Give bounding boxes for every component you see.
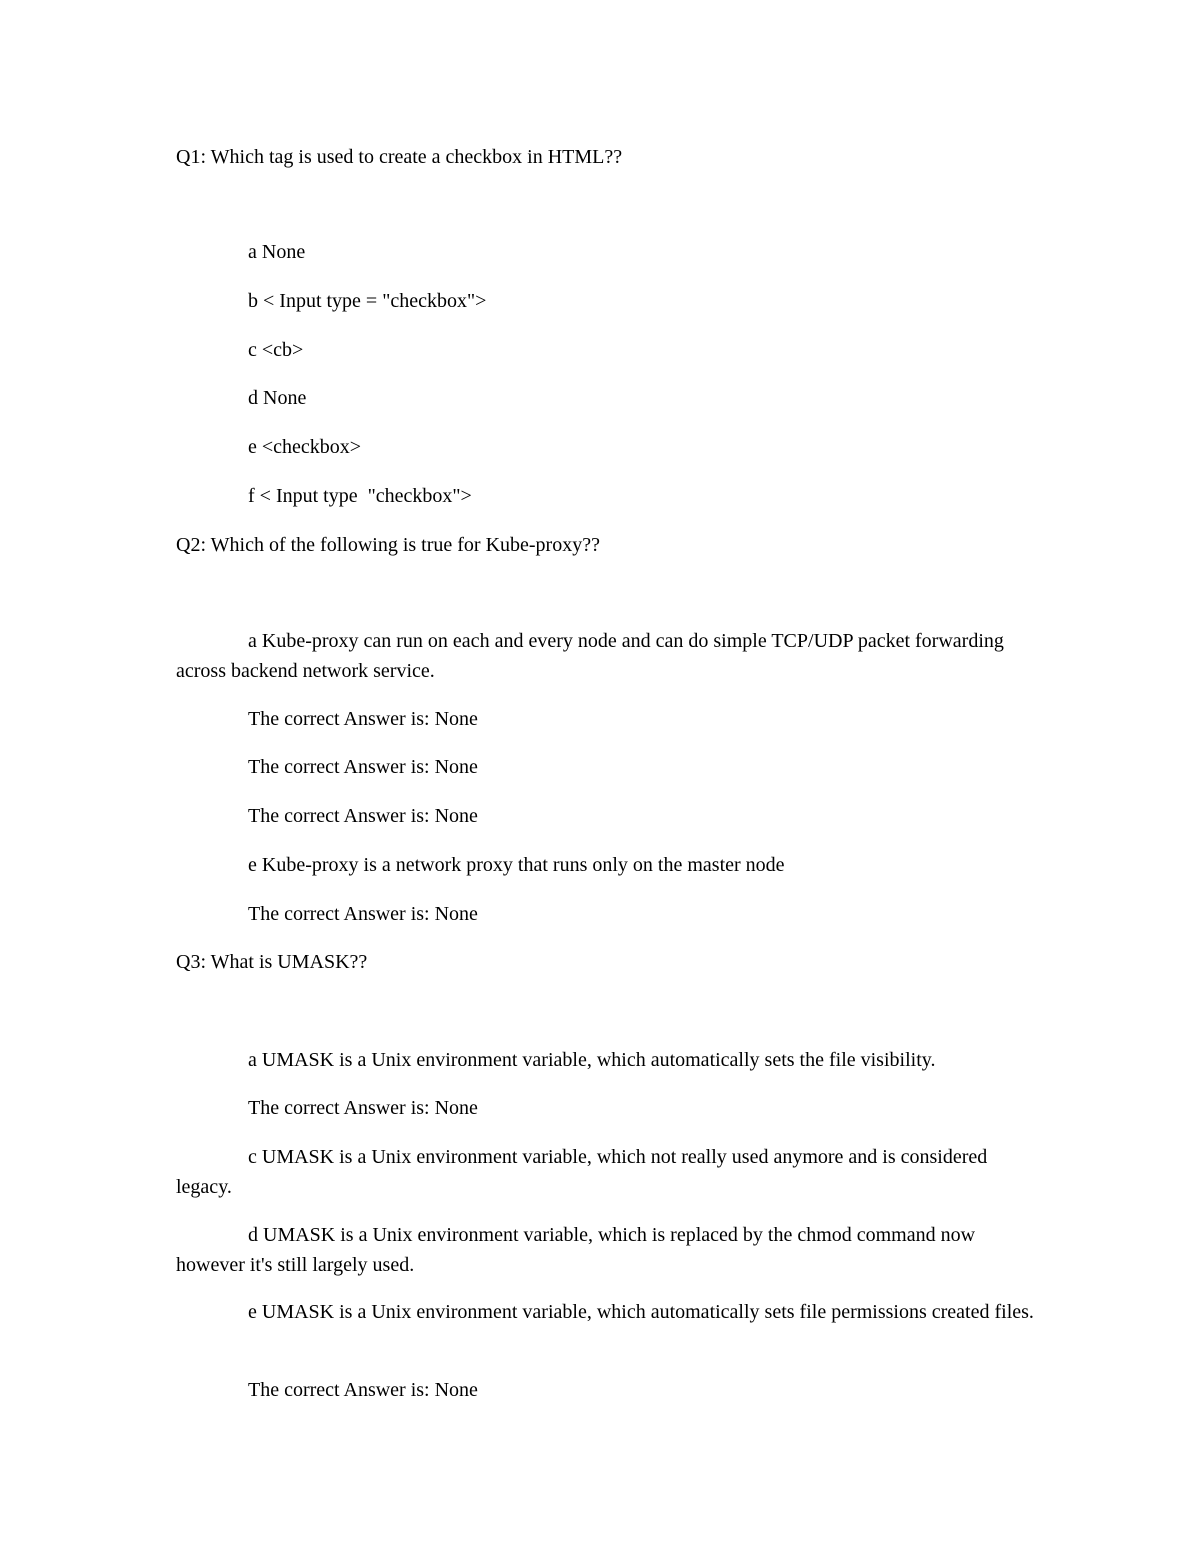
q2-option-e: e Kube-proxy is a network proxy that runs only on the master node <box>248 854 785 876</box>
question-1-text: Q1: Which tag is used to create a checkbox in HTML?? <box>176 146 623 168</box>
q2-answer-line-2: The correct Answer is: None <box>248 756 478 778</box>
q1-option-c: c <cb> <box>248 339 304 361</box>
q1-option-d: d None <box>248 387 307 409</box>
q2-answer-line-1: The correct Answer is: None <box>248 708 478 730</box>
q3-answer-line-1: The correct Answer is: None <box>248 1097 478 1119</box>
q2-answer-line-3: The correct Answer is: None <box>248 805 478 827</box>
q2-answer-line-4: The correct Answer is: None <box>248 903 478 925</box>
question-2-text: Q2: Which of the following is true for Kube-proxy?? <box>176 534 600 556</box>
q1-option-b: b < Input type = "checkbox"> <box>248 290 487 312</box>
q3-option-a: a UMASK is a Unix environment variable, which automatically sets the file visibility. <box>248 1049 936 1071</box>
q3-option-e: e UMASK is a Unix environment variable, which automatically sets file permissions created files. <box>248 1301 1034 1323</box>
q3-option-c: c UMASK is a Unix environment variable, which not really used anymore and is considered legacy. <box>176 1146 988 1198</box>
q3-answer-line-2: The correct Answer is: None <box>248 1379 478 1401</box>
q2-option-a: a Kube-proxy can run on each and every node and can do simple TCP/UDP packet forwarding across backend network service. <box>176 630 1004 682</box>
q1-option-a: a None <box>248 241 306 263</box>
question-3-text: Q3: What is UMASK?? <box>176 951 368 973</box>
q1-option-f: f < Input type "checkbox"> <box>248 485 472 507</box>
q1-option-e: e <checkbox> <box>248 436 362 458</box>
q3-option-d: d UMASK is a Unix environment variable, which is replaced by the chmod command now however it's still largely used. <box>176 1224 976 1276</box>
